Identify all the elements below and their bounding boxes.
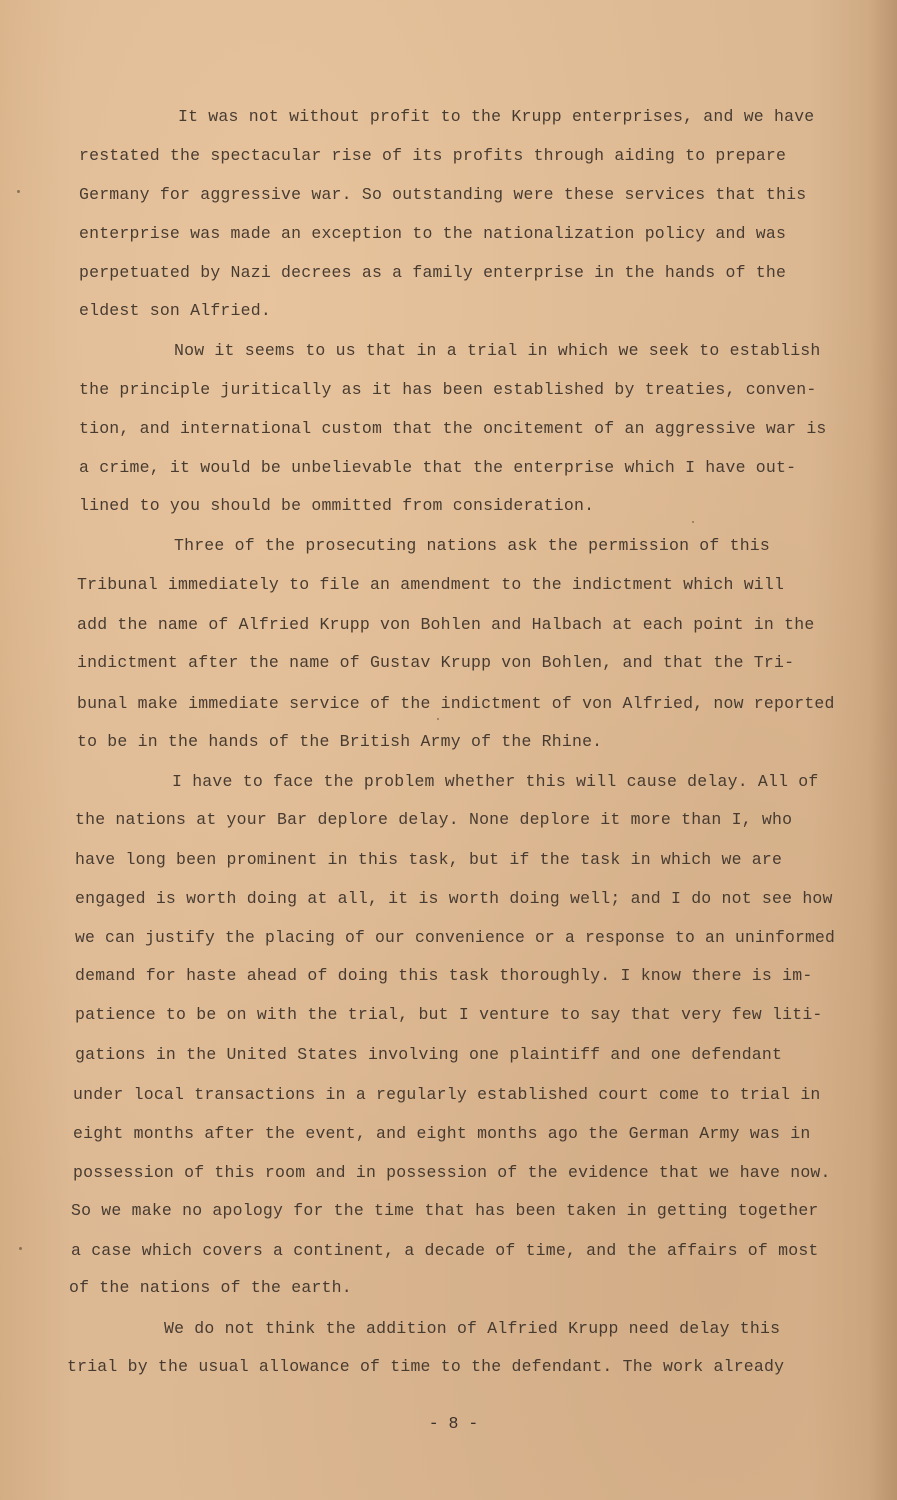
text-line: perpetuated by Nazi decrees as a family enterprise in the hands of the <box>79 263 787 282</box>
text-line: We do not think the addition of Alfried Krupp need delay this <box>164 1319 781 1338</box>
text-line: Now it seems to us that in a trial in which we seek to establish <box>174 341 821 360</box>
text-line: possession of this room and in possession of the evidence that we have now. <box>73 1163 831 1182</box>
text-line: Tribunal immediately to file an amendment to the indictment which will <box>77 575 785 594</box>
page-edge-shadow <box>869 0 897 1500</box>
text-line: tion, and international custom that the oncitement of an aggressive war is <box>79 419 827 438</box>
text-line: of the nations of the earth. <box>69 1278 352 1297</box>
paper-speck <box>19 1247 22 1250</box>
text-line: we can justify the placing of our convenience or a response to an uninformed <box>75 928 836 947</box>
text-line: a case which covers a continent, a decade of time, and the affairs of most <box>71 1241 819 1260</box>
text-line: eldest son Alfried. <box>79 301 271 320</box>
page-number: - 8 - <box>428 1414 479 1433</box>
text-line: to be in the hands of the British Army of the Rhine. <box>77 732 603 751</box>
text-line: add the name of Alfried Krupp von Bohlen and Halbach at each point in the <box>77 615 815 634</box>
text-line: have long been prominent in this task, but if the task in which we are <box>75 850 783 869</box>
text-line: It was not without profit to the Krupp enterprises, and we have <box>178 107 815 126</box>
text-line: the principle juritically as it has been established by treaties, conven- <box>79 380 817 399</box>
text-line: the nations at your Bar deplore delay. None deplore it more than I, who <box>75 810 793 829</box>
text-line: patience to be on with the trial, but I venture to say that very few liti- <box>75 1005 823 1024</box>
paper-speck <box>17 190 20 193</box>
text-line: bunal make immediate service of the indictment of von Alfried, now reported <box>77 694 835 713</box>
paper-speck <box>437 718 439 720</box>
text-line: Three of the prosecuting nations ask the permission of this <box>174 536 770 555</box>
text-line: eight months after the event, and eight months ago the German Army was in <box>73 1124 811 1143</box>
text-line: I have to face the problem whether this will cause delay. All of <box>172 772 819 791</box>
text-line: enterprise was made an exception to the nationalization policy and was <box>79 224 787 243</box>
text-line: engaged is worth doing at all, it is worth doing well; and I do not see how <box>75 889 833 908</box>
text-line: Germany for aggressive war. So outstanding were these services that this <box>79 185 807 204</box>
paper-speck <box>692 521 694 523</box>
text-line: indictment after the name of Gustav Krupp von Bohlen, and that the Tri- <box>77 653 795 672</box>
text-line: a crime, it would be unbelievable that the enterprise which I have out- <box>79 458 797 477</box>
text-line: gations in the United States involving one plaintiff and one defendant <box>75 1045 783 1064</box>
text-line: lined to you should be ommitted from consideration. <box>79 496 595 515</box>
text-line: trial by the usual allowance of time to the defendant. The work already <box>67 1357 785 1376</box>
text-line: restated the spectacular rise of its profits through aiding to prepare <box>79 146 787 165</box>
text-line: under local transactions in a regularly established court come to trial in <box>73 1085 821 1104</box>
text-line: demand for haste ahead of doing this task thoroughly. I know there is im- <box>75 966 813 985</box>
text-line: So we make no apology for the time that has been taken in getting together <box>71 1201 819 1220</box>
